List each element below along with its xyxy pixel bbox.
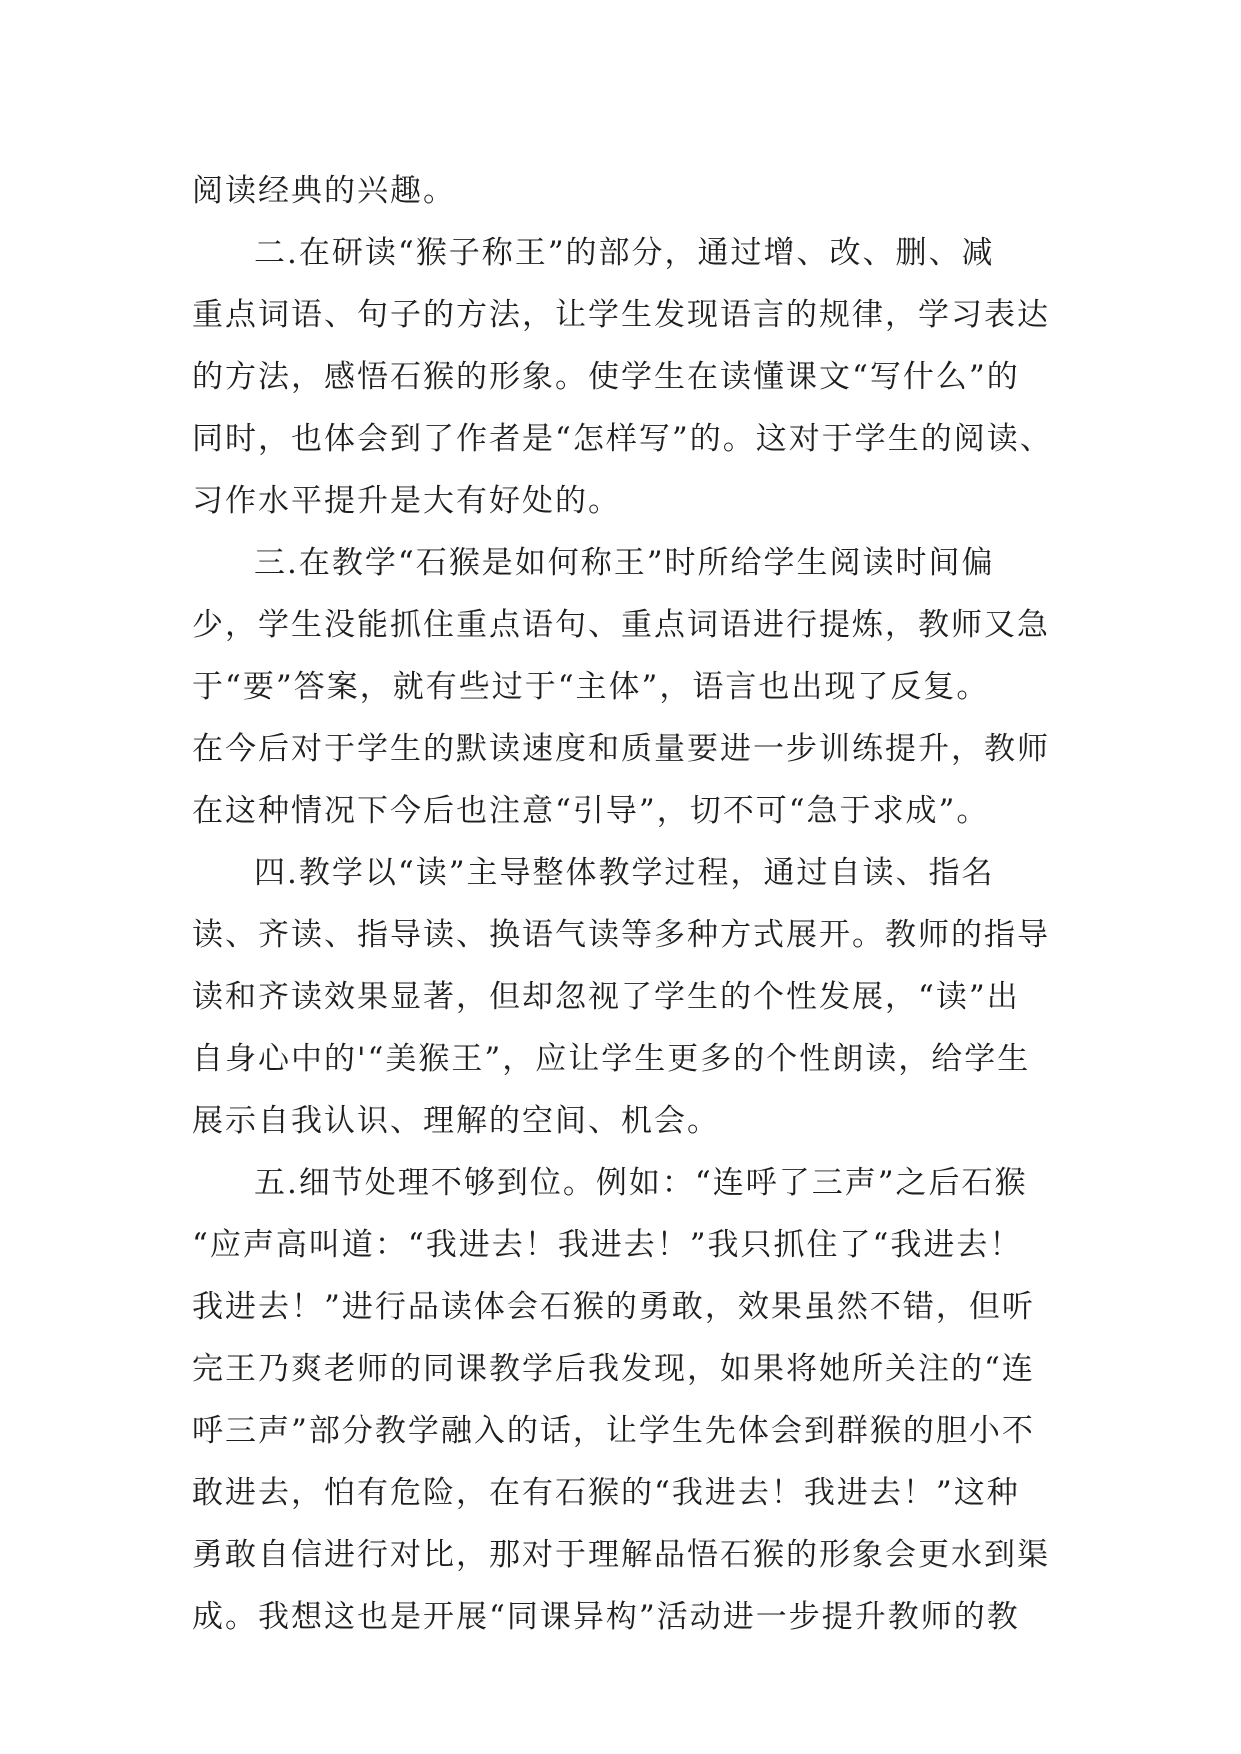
text-line: 在这种情况下今后也注意“引导”，切不可“急于求成”。 <box>192 793 990 829</box>
text-line: 二.在研读“猴子称王”的部分，通过增、改、删、减 <box>254 235 995 271</box>
text-line: 同时，也体会到了作者是“怎样写”的。这对于学生的阅读、 <box>192 421 1053 457</box>
text-line: 习作水平提升是大有好处的。 <box>192 483 621 519</box>
text-line: 的方法，感悟石猴的形象。使学生在读懂课文“写什么”的 <box>192 359 1020 395</box>
text-line: 我进去！”进行品读体会石猴的勇敢，效果虽然不错，但听 <box>192 1289 1035 1325</box>
text-line: 呼三声”部分教学融入的话，让学生先体会到群猴的胆小不 <box>192 1413 1035 1449</box>
text-line: 重点词语、句子的方法，让学生发现语言的规律，学习表达 <box>192 297 1050 333</box>
text-line: “应声高叫道：“我进去！我进去！”我只抓住了“我进去！ <box>192 1227 1023 1263</box>
text-line: 读、齐读、指导读、换语气读等多种方式展开。教师的指导 <box>192 917 1050 953</box>
text-line: 展示自我认识、理解的空间、机会。 <box>192 1103 720 1139</box>
text-line: 勇敢自信进行对比，那对于理解品悟石猴的形象会更水到渠 <box>192 1537 1050 1573</box>
text-line: 自身心中的'“美猴王”，应让学生更多的个性朗读，给学生 <box>192 1041 1031 1077</box>
text-line: 阅读经典的兴趣。 <box>192 173 456 209</box>
text-line: 敢进去，怕有危险，在有石猴的“我进去！我进去！”这种 <box>192 1475 1020 1511</box>
text-line: 五.细节处理不够到位。例如：“连呼了三声”之后石猴 <box>254 1165 1028 1201</box>
text-line: 于“要”答案，就有些过于“主体”，语言也出现了反复。 <box>192 669 990 705</box>
text-line: 三.在教学“石猴是如何称王”时所给学生阅读时间偏 <box>254 545 995 581</box>
text-line: 完王乃爽老师的同课教学后我发现，如果将她所关注的“连 <box>192 1351 1035 1387</box>
text-line: 成。我想这也是开展“同课异构”活动进一步提升教师的教 <box>192 1599 1020 1635</box>
text-line: 在今后对于学生的默读速度和质量要进一步训练提升，教师 <box>192 731 1050 767</box>
text-line: 四.教学以“读”主导整体教学过程，通过自读、指名 <box>254 855 995 891</box>
body-text <box>192 160 1062 1648</box>
text-line: 少，学生没能抓住重点语句、重点词语进行提炼，教师又急 <box>192 607 1050 643</box>
text-line: 读和齐读效果显著，但却忽视了学生的个性发展，“读”出 <box>192 979 1020 1015</box>
